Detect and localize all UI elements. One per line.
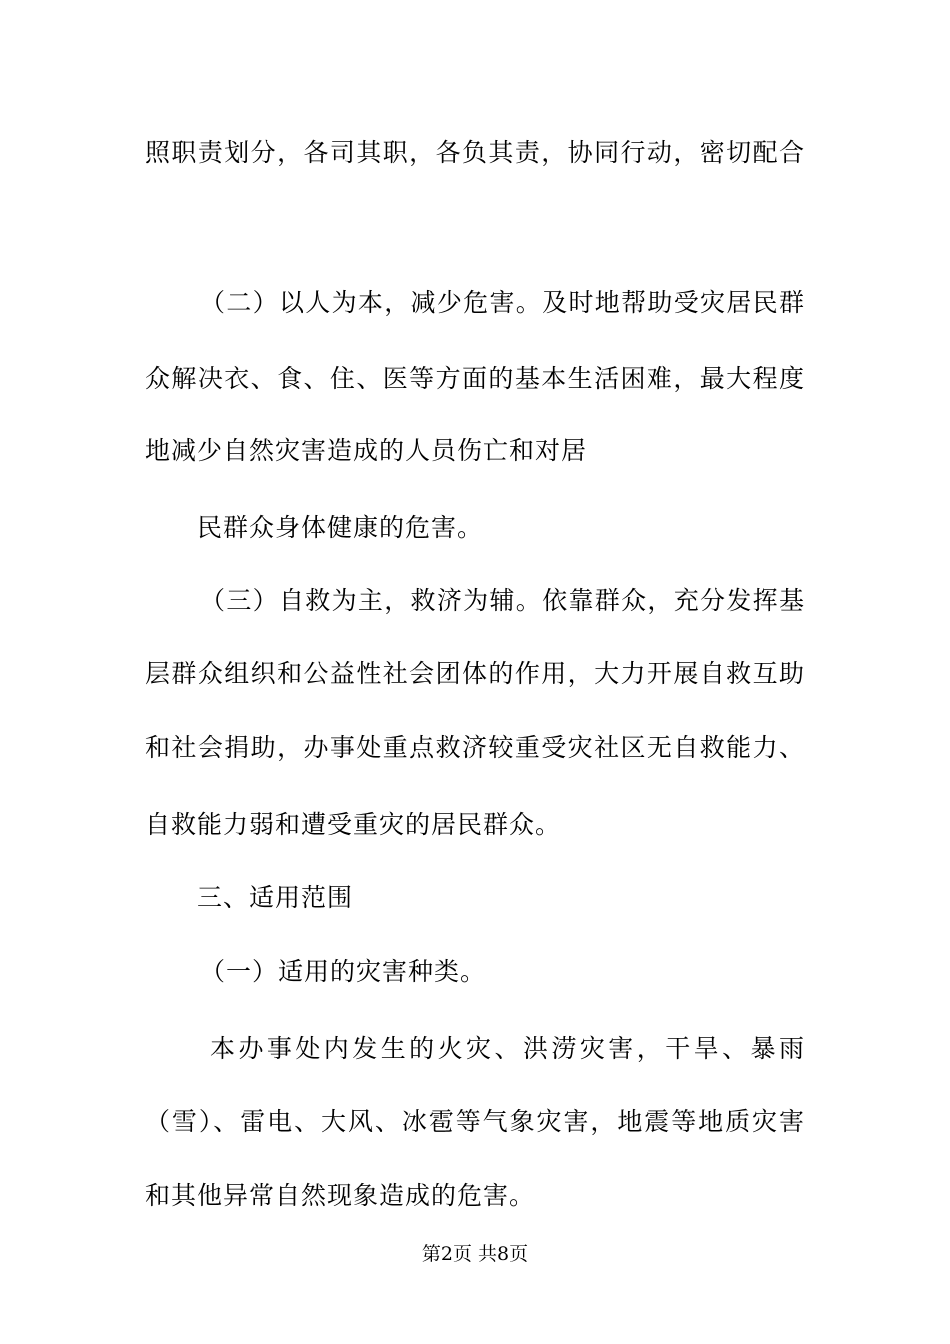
paragraph-line: （雪）、雷电、大风、冰雹等气象灾害，地震等地质灾害 [145, 1107, 805, 1136]
paragraph-line: （二）以人为本，减少危害。及时地帮助受灾居民群 [200, 288, 805, 317]
subsection-heading: （一）适用的灾害种类。 [200, 957, 487, 986]
paragraph-line: 众解决衣、食、住、医等方面的基本生活困难，最大程度 [145, 364, 805, 393]
paragraph-line: （三）自救为主，救济为辅。依靠群众，充分发挥基 [200, 586, 805, 615]
section-heading: 三、适用范围 [197, 883, 354, 912]
paragraph-line: 和其他异常自然现象造成的危害。 [145, 1181, 536, 1210]
paragraph-line: 地减少自然灾害造成的人员伤亡和对居 [145, 436, 588, 465]
paragraph-line: 民群众身体健康的危害。 [197, 513, 484, 542]
paragraph-line: 本办事处内发生的火灾、洪涝灾害，干旱、暴雨 [210, 1034, 805, 1063]
paragraph-line: 层群众组织和公益性社会团体的作用，大力开展自救互助 [145, 659, 805, 688]
paragraph-line: 照职责划分，各司其职，各负其责，协同行动，密切配合 [145, 138, 805, 167]
paragraph-line: 自救能力弱和遭受重灾的居民群众。 [145, 810, 562, 839]
page-number-footer: 第2页 共8页 [421, 1243, 529, 1265]
paragraph-line: 和社会捐助，办事处重点救济较重受灾社区无自救能力、 [145, 733, 805, 762]
